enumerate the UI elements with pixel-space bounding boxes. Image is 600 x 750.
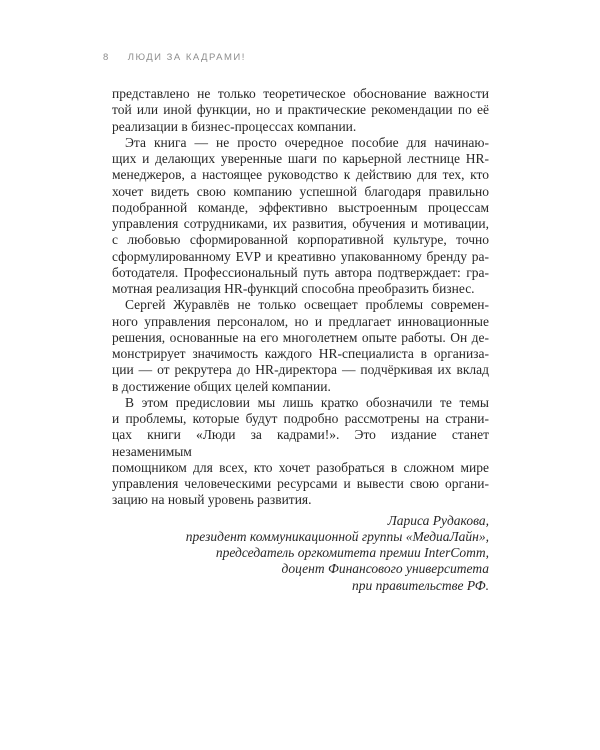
- signature-line: при правительстве РФ.: [351, 577, 489, 593]
- text-line: управления сотрудниками, их развития, обучения и мотивации,: [112, 216, 489, 231]
- signature-line: председатель оргкомитета премии InterComm,: [215, 545, 489, 560]
- signature-line: президент коммуникационной группы «МедиаЛайн»,: [185, 528, 489, 544]
- text-line: представлено не только теоретическое обоснование важности: [112, 86, 489, 101]
- text-line: той или иной функции, но и практические рекомендации по её: [112, 102, 489, 118]
- text-line: цах книги «Люди за кадрами!». Это издание станет незаменимым: [112, 427, 489, 459]
- paragraph: [112, 297, 489, 395]
- page-number: 8: [103, 52, 110, 63]
- text-line: Эта книга — не просто очередное пособие для начинаю-: [125, 134, 489, 150]
- text-line: помощником для всех, кто хочет разобраться в сложном мире: [112, 459, 489, 475]
- text-line: подобранной команде, эффективно выстроенным процессам: [112, 199, 489, 215]
- text-line: ботодателя. Профессиональный путь автора подтверждает: гра-: [112, 264, 489, 280]
- text-line: в достижение общих целей компании.: [112, 378, 331, 394]
- text-line: менеджеров, а настоящее руководство к действию для тех, кто: [112, 167, 489, 183]
- foreword-paragraphs: [112, 86, 489, 509]
- text-line: зацию на новый уровень развития.: [112, 492, 312, 508]
- text-line: и проблемы, которые будут подробно рассмотрены на страни-: [112, 411, 489, 426]
- paragraph: [112, 395, 489, 509]
- running-title: ЛЮДИ ЗА КАДРАМИ!: [127, 52, 246, 63]
- text-block: [112, 86, 489, 594]
- text-line: монстрирует значимость каждого HR-специалиста в организа-: [112, 346, 489, 361]
- text-line: решения, основанные на его многолетнем опыте работы. Он де-: [112, 329, 489, 345]
- text-line: Сергей Журавлёв не только освещает проблемы современ-: [125, 297, 489, 313]
- signature-line: доцент Финансового университета: [281, 561, 489, 577]
- text-line: управления человеческими ресурсами и вывести свою органи-: [112, 476, 489, 491]
- text-line: с любовью сформированной корпоративной культуре, точно: [112, 232, 489, 248]
- text-line: хочет видеть свою компанию успешной благодаря правильно: [112, 183, 489, 199]
- paragraph: [112, 135, 489, 298]
- text-line: реализации в бизнес-процессах компании.: [112, 118, 357, 134]
- text-line: ции — от рекрутера до HR-директора — подчёркивая их вклад: [112, 362, 489, 378]
- running-head: [103, 53, 246, 63]
- text-line: сформулированному EVP и креативно упакованному бренду ра-: [112, 248, 489, 264]
- signature-block: [112, 513, 489, 594]
- text-line: мотная реализация HR-функций способна преобразить бизнес.: [112, 281, 475, 296]
- paragraph: [112, 86, 489, 135]
- text-line: ного управления персоналом, но и предлагает инновационные: [112, 313, 489, 329]
- text-line: щих и делающих уверенные шаги по карьерной лестнице HR-: [112, 151, 489, 166]
- text-line: В этом предисловии мы лишь кратко обозначили те темы: [125, 394, 489, 410]
- signature-line: Лариса Рудакова,: [387, 512, 489, 528]
